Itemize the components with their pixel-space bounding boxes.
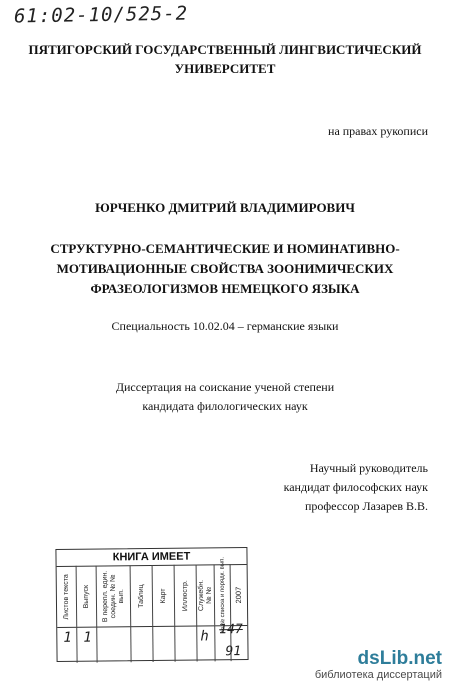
stamp-column bbox=[231, 564, 248, 625]
handwritten-archive-code: 61:02-10/525-2 bbox=[13, 2, 189, 28]
stamp-column-label: Иллюстр. bbox=[181, 579, 189, 611]
stamp-column bbox=[57, 566, 78, 627]
stamp-column bbox=[197, 564, 216, 625]
watermark-logo: dsLib.net bbox=[357, 648, 442, 669]
stamp-handwritten-illustr: h bbox=[200, 628, 209, 645]
stamp-handwritten-below: 91 bbox=[225, 644, 242, 660]
watermark-subtitle: библиотека диссертаций bbox=[314, 669, 442, 681]
stamp-column-label: В перепл. един. соедин. № № вып. bbox=[101, 570, 125, 622]
dissertation-title-line-2: МОТИВАЦИОННЫЕ СВОЙСТВА ЗООНИМИЧЕСКИХ bbox=[56, 261, 394, 276]
stamp-column bbox=[215, 556, 232, 634]
stamp-column bbox=[153, 565, 176, 626]
supervisor-line-2: кандидат философских наук bbox=[283, 480, 428, 494]
stamp-column bbox=[97, 565, 132, 626]
stamp-handwritten-sheets: 1 bbox=[63, 629, 72, 646]
author-name: ЮРЧЕНКО ДМИТРИЙ ВЛАДИМИРОВИЧ bbox=[95, 200, 355, 215]
stamp-column-label: 2007 bbox=[233, 586, 243, 603]
dissertation-title-line-1: СТРУКТУРНО-СЕМАНТИЧЕСКИЕ И НОМИНАТИВНО- bbox=[50, 241, 400, 256]
stamp-column bbox=[175, 565, 198, 626]
rights-note: на правах рукописи bbox=[328, 124, 428, 138]
stamp-cell bbox=[153, 626, 175, 662]
stamp-column-label: Выпуск bbox=[82, 584, 90, 608]
institution-line-1: ПЯТИГОРСКИЙ ГОСУДАРСТВЕННЫЙ ЛИНГВИСТИЧЕСКИЙ bbox=[28, 42, 422, 57]
stamp-column-label: Листов текста bbox=[62, 573, 70, 620]
stamp-handwritten-issue: 1 bbox=[83, 629, 92, 646]
dissertation-title-line-3: ФРАЗЕОЛОГИЗМОВ НЕМЕЦКОГО ЯЗЫКА bbox=[90, 281, 360, 296]
stamp-column-label: Карт bbox=[159, 587, 167, 603]
specialty: Специальность 10.02.04 – германские языки bbox=[111, 319, 339, 333]
degree-line-1: Диссертация на соискание ученой степени bbox=[115, 380, 335, 394]
stamp-cell bbox=[97, 626, 131, 662]
stamp-column bbox=[131, 565, 154, 626]
institution-line-2: УНИВЕРСИТЕТ bbox=[174, 61, 276, 76]
library-stamp bbox=[55, 547, 248, 662]
stamp-column bbox=[77, 566, 98, 627]
stamp-cell bbox=[131, 626, 153, 662]
supervisor-line-3: профессор Лазарев В.В. bbox=[304, 499, 428, 513]
stamp-handwritten-number: 147 bbox=[219, 622, 243, 638]
degree-line-2: кандидата филологических наук bbox=[142, 399, 308, 413]
stamp-column-label: Служебн. № № bbox=[197, 579, 213, 611]
stamp-column-label: № № списка и порядк. вып. bbox=[219, 556, 226, 634]
stamp-header: КНИГА ИМЕЕТ bbox=[56, 548, 246, 567]
watermark bbox=[294, 649, 442, 682]
stamp-column-label: Таблиц bbox=[137, 583, 145, 608]
stamp-cell bbox=[175, 626, 197, 662]
supervisor-line-1: Научный руководитель bbox=[309, 461, 428, 475]
